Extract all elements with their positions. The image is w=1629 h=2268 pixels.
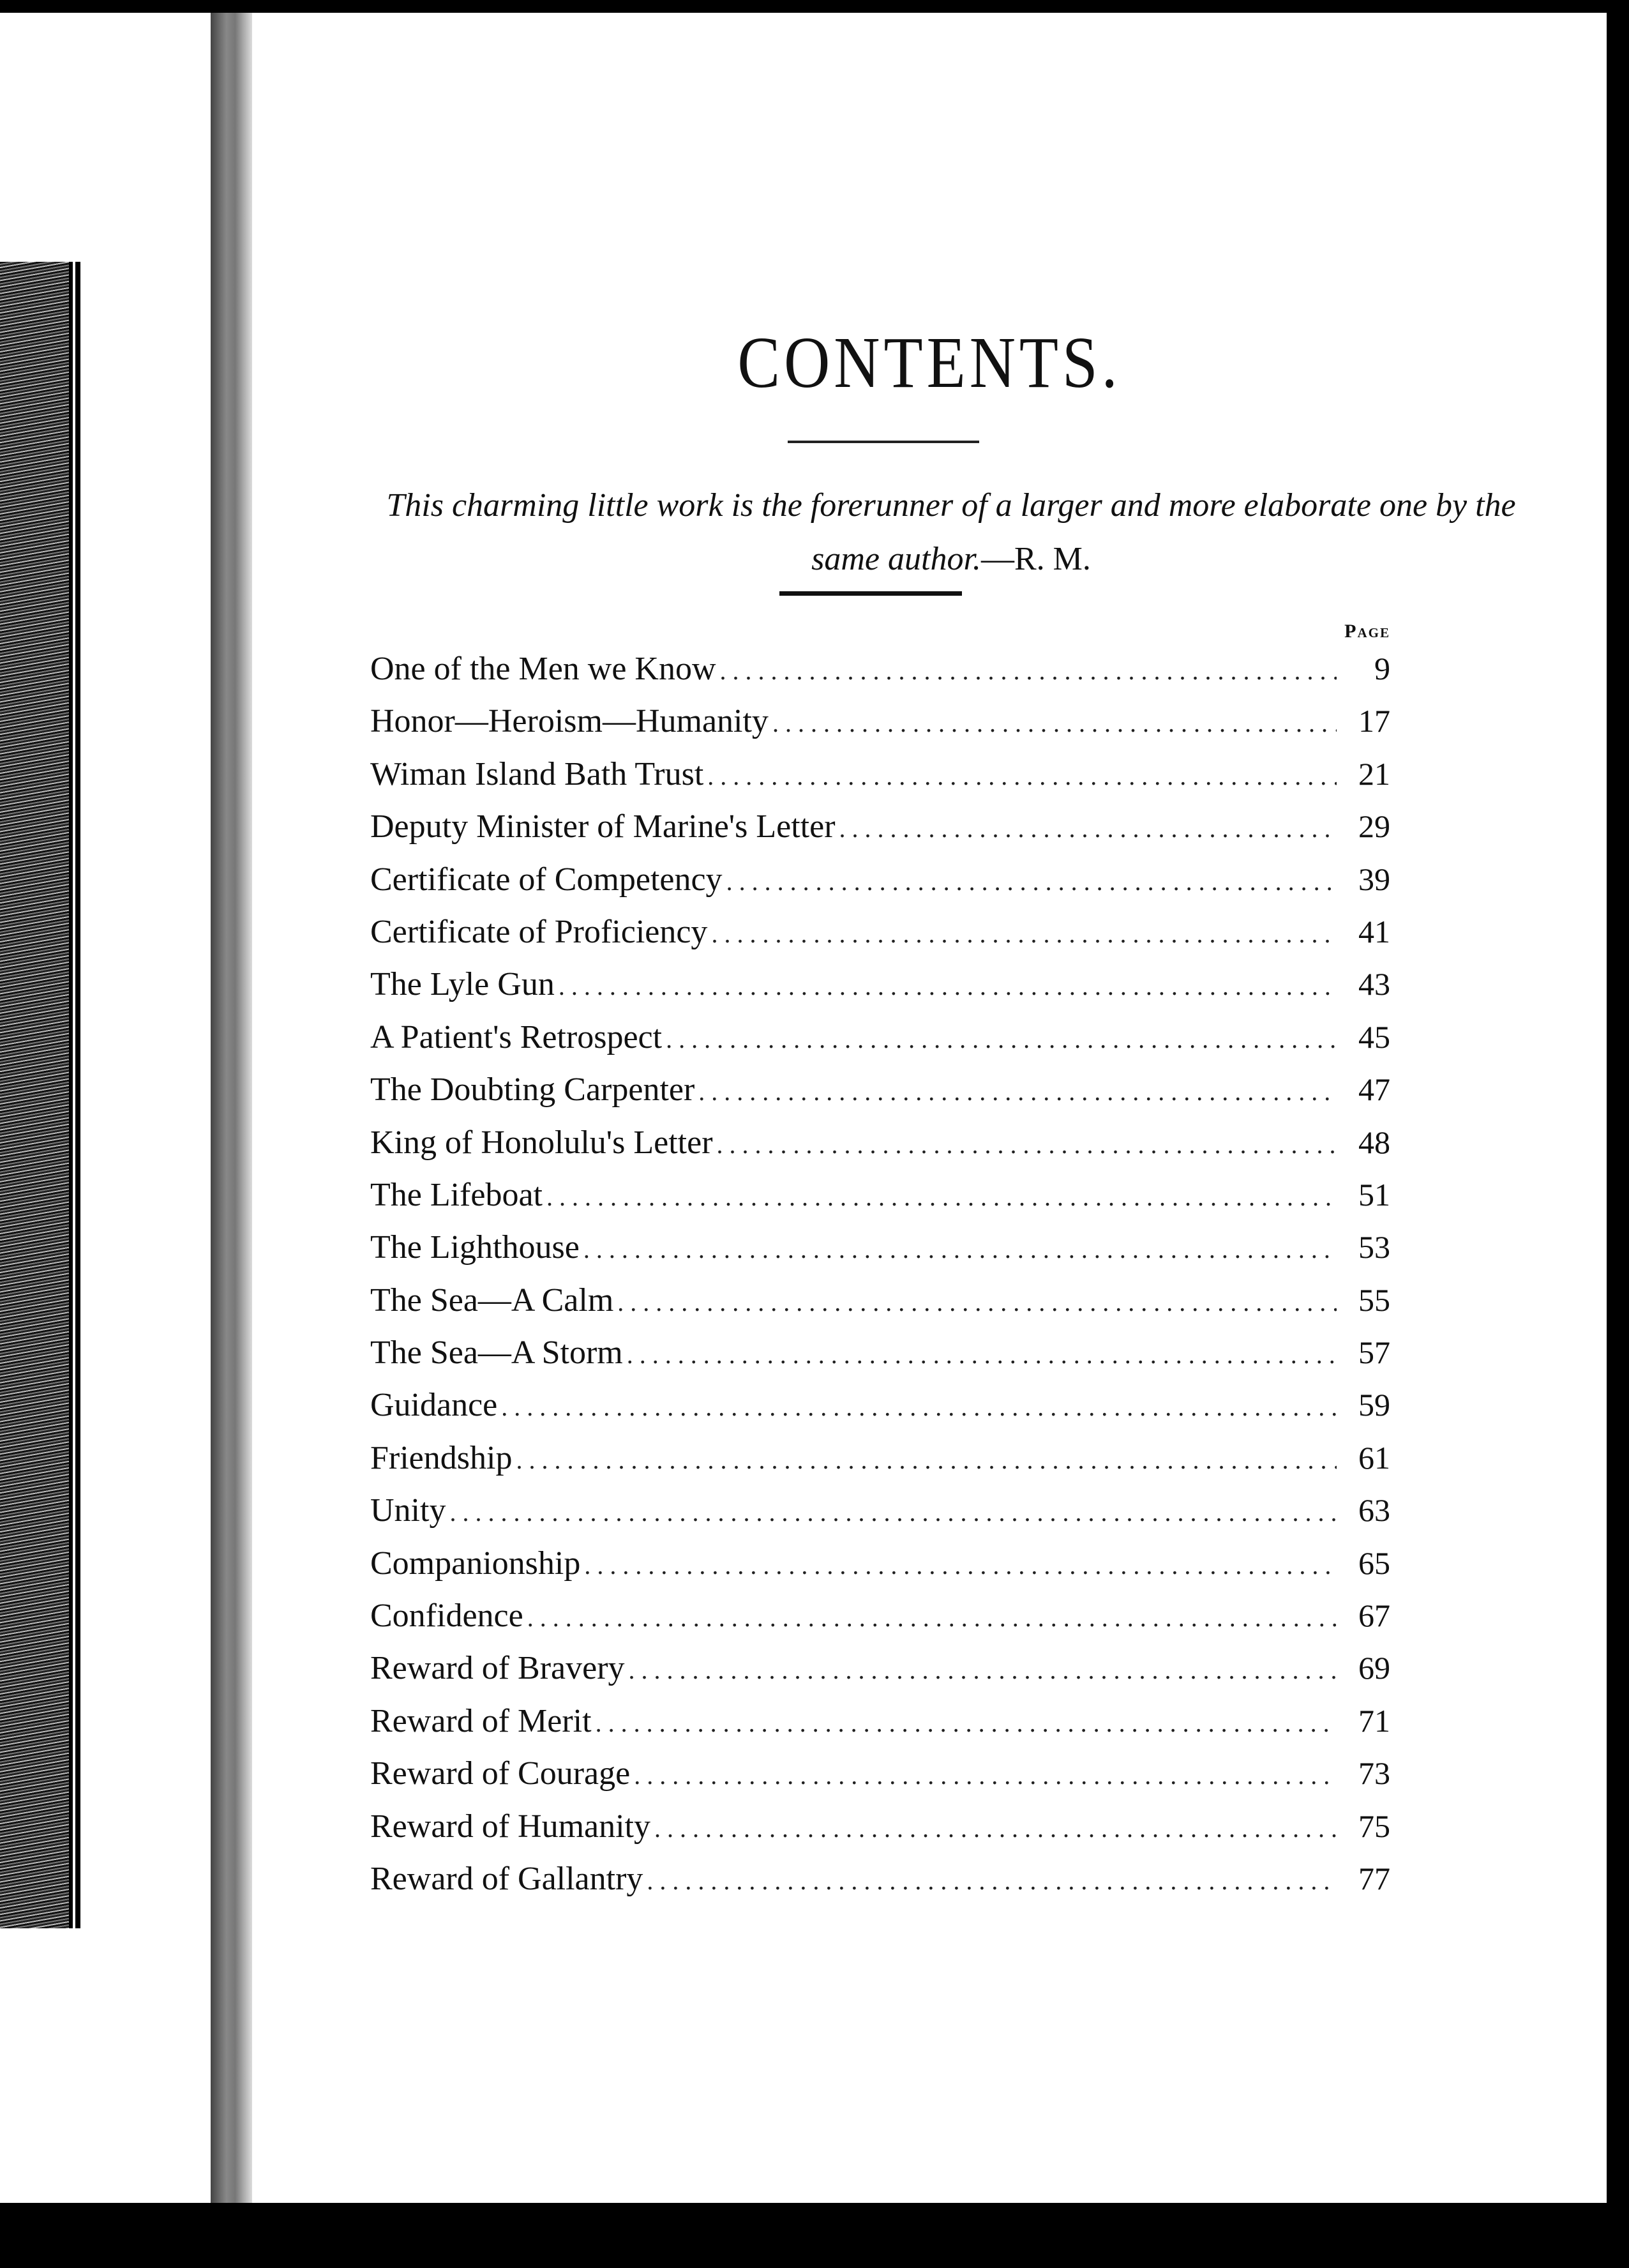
toc-entry-page: 41 [1358, 913, 1390, 949]
toc-entry [370, 650, 1390, 702]
toc-entry-page: 17 [1358, 703, 1390, 739]
toc-entry-title: Reward of Courage [370, 1755, 631, 1792]
toc-entry-title: Unity [370, 1492, 446, 1529]
book-gutter [211, 13, 255, 2203]
toc-entry-title: Honor—Heroism—Humanity [370, 703, 769, 740]
author-signature: —R. M. [980, 541, 1091, 577]
toc-entry-title: The Sea—A Storm [370, 1334, 623, 1372]
title-rule [788, 441, 979, 443]
note-rule [779, 591, 962, 596]
dot-leader [449, 1497, 1337, 1527]
toc-entry [370, 1545, 1390, 1597]
dot-leader [627, 1340, 1337, 1370]
toc-entry-page: 69 [1358, 1650, 1390, 1686]
dot-leader [720, 656, 1337, 686]
toc-entry-page: 71 [1358, 1702, 1390, 1739]
toc-entry [370, 1702, 1390, 1755]
toc-entry [370, 1176, 1390, 1228]
contents-page [252, 13, 1607, 2203]
toc-entry [370, 1439, 1390, 1492]
dot-leader [839, 813, 1337, 843]
toc-entry-title: Companionship [370, 1545, 581, 1582]
dot-leader [501, 1392, 1337, 1422]
toc-entry-page: 57 [1358, 1334, 1390, 1371]
toc-entry-page: 75 [1358, 1808, 1390, 1844]
toc-entry-title: Certificate of Proficiency [370, 913, 708, 950]
toc-entry-title: The Lyle Gun [370, 966, 555, 1003]
toc-entry [370, 1808, 1390, 1860]
toc-entry [370, 913, 1390, 965]
dot-leader [583, 1234, 1337, 1264]
toc-entry-page: 21 [1358, 755, 1390, 792]
toc-entry-title: The Doubting Carpenter [370, 1071, 695, 1108]
toc-entry-title: Reward of Bravery [370, 1650, 625, 1687]
toc-entry [370, 1860, 1390, 1912]
toc-entry [370, 965, 1390, 1018]
dot-leader [629, 1655, 1337, 1685]
page-column-label: Page [1344, 621, 1390, 642]
table-of-contents [370, 650, 1390, 1912]
author-note-text: This charming little work is the forerunner of a larger and more elaborate one by the same author. [386, 487, 1516, 577]
dot-leader [726, 866, 1337, 896]
toc-entry-title: Friendship [370, 1439, 513, 1476]
toc-entry-page: 59 [1358, 1387, 1390, 1423]
engraving-frame [75, 262, 80, 1928]
toc-entry-title: One of the Men we Know [370, 651, 716, 687]
toc-entry [370, 1018, 1390, 1071]
toc-entry-page: 73 [1358, 1755, 1390, 1792]
toc-entry-page: 29 [1358, 808, 1390, 845]
toc-entry-page: 67 [1358, 1598, 1390, 1634]
toc-entry [370, 1071, 1390, 1123]
toc-entry-page: 43 [1358, 966, 1390, 1002]
dot-leader [527, 1603, 1337, 1633]
engraving-illustration-edge [0, 262, 73, 1928]
toc-entry-page: 9 [1374, 651, 1390, 686]
toc-entry-page: 47 [1358, 1071, 1390, 1108]
toc-entry [370, 808, 1390, 860]
toc-entry-page: 53 [1358, 1229, 1390, 1266]
dot-leader [617, 1287, 1337, 1317]
toc-entry-page: 45 [1358, 1018, 1390, 1055]
toc-entry-title: The Sea—A Calm [370, 1281, 614, 1319]
dot-leader [546, 1182, 1337, 1212]
toc-entry-title: The Lifeboat [370, 1176, 543, 1213]
dot-leader [584, 1550, 1337, 1580]
toc-entry-title: Reward of Humanity [370, 1808, 651, 1845]
toc-entry-title: Reward of Gallantry [370, 1860, 643, 1897]
toc-entry-title: A Patient's Retrospect [370, 1018, 663, 1055]
toc-entry [370, 1386, 1390, 1439]
dot-leader [698, 1077, 1337, 1107]
toc-entry-title: King of Honolulu's Letter [370, 1124, 713, 1161]
toc-entry-page: 48 [1358, 1124, 1390, 1160]
toc-entry [370, 1492, 1390, 1544]
toc-entry [370, 702, 1390, 755]
toc-entry-page: 51 [1358, 1176, 1390, 1213]
toc-entry-title: Wiman Island Bath Trust [370, 755, 704, 792]
toc-entry [370, 1124, 1390, 1176]
toc-entry [370, 1281, 1390, 1334]
scan-border [1607, 0, 1629, 2268]
toc-entry-page: 55 [1358, 1281, 1390, 1318]
toc-entry [370, 1597, 1390, 1649]
toc-entry [370, 1649, 1390, 1702]
dot-leader [634, 1760, 1337, 1790]
page-title: CONTENTS. [737, 321, 1122, 404]
toc-entry-title: Guidance [370, 1387, 498, 1424]
toc-entry-title: Deputy Minister of Marine's Letter [370, 808, 836, 845]
toc-entry [370, 1334, 1390, 1386]
toc-entry-page: 65 [1358, 1545, 1390, 1581]
toc-entry-title: Certificate of Competency [370, 861, 723, 898]
toc-entry-page: 61 [1358, 1439, 1390, 1476]
toc-entry-title: Reward of Merit [370, 1702, 592, 1739]
dot-leader [559, 971, 1337, 1001]
dot-leader [707, 761, 1337, 791]
dot-leader [516, 1445, 1337, 1475]
toc-entry-page: 39 [1358, 861, 1390, 897]
toc-entry [370, 1228, 1390, 1281]
author-note [367, 479, 1535, 586]
toc-entry-title: Confidence [370, 1598, 523, 1635]
dot-leader [666, 1024, 1337, 1054]
dot-leader [654, 1813, 1337, 1843]
dot-leader [717, 1130, 1337, 1160]
toc-entry-title: The Lighthouse [370, 1229, 580, 1266]
toc-entry [370, 861, 1390, 913]
toc-entry [370, 1755, 1390, 1807]
toc-entry-page: 77 [1358, 1860, 1390, 1896]
dot-leader [711, 919, 1337, 949]
dot-leader [596, 1708, 1337, 1738]
toc-entry-page: 63 [1358, 1492, 1390, 1529]
dot-leader [647, 1866, 1337, 1896]
dot-leader [772, 708, 1337, 738]
toc-entry [370, 755, 1390, 808]
